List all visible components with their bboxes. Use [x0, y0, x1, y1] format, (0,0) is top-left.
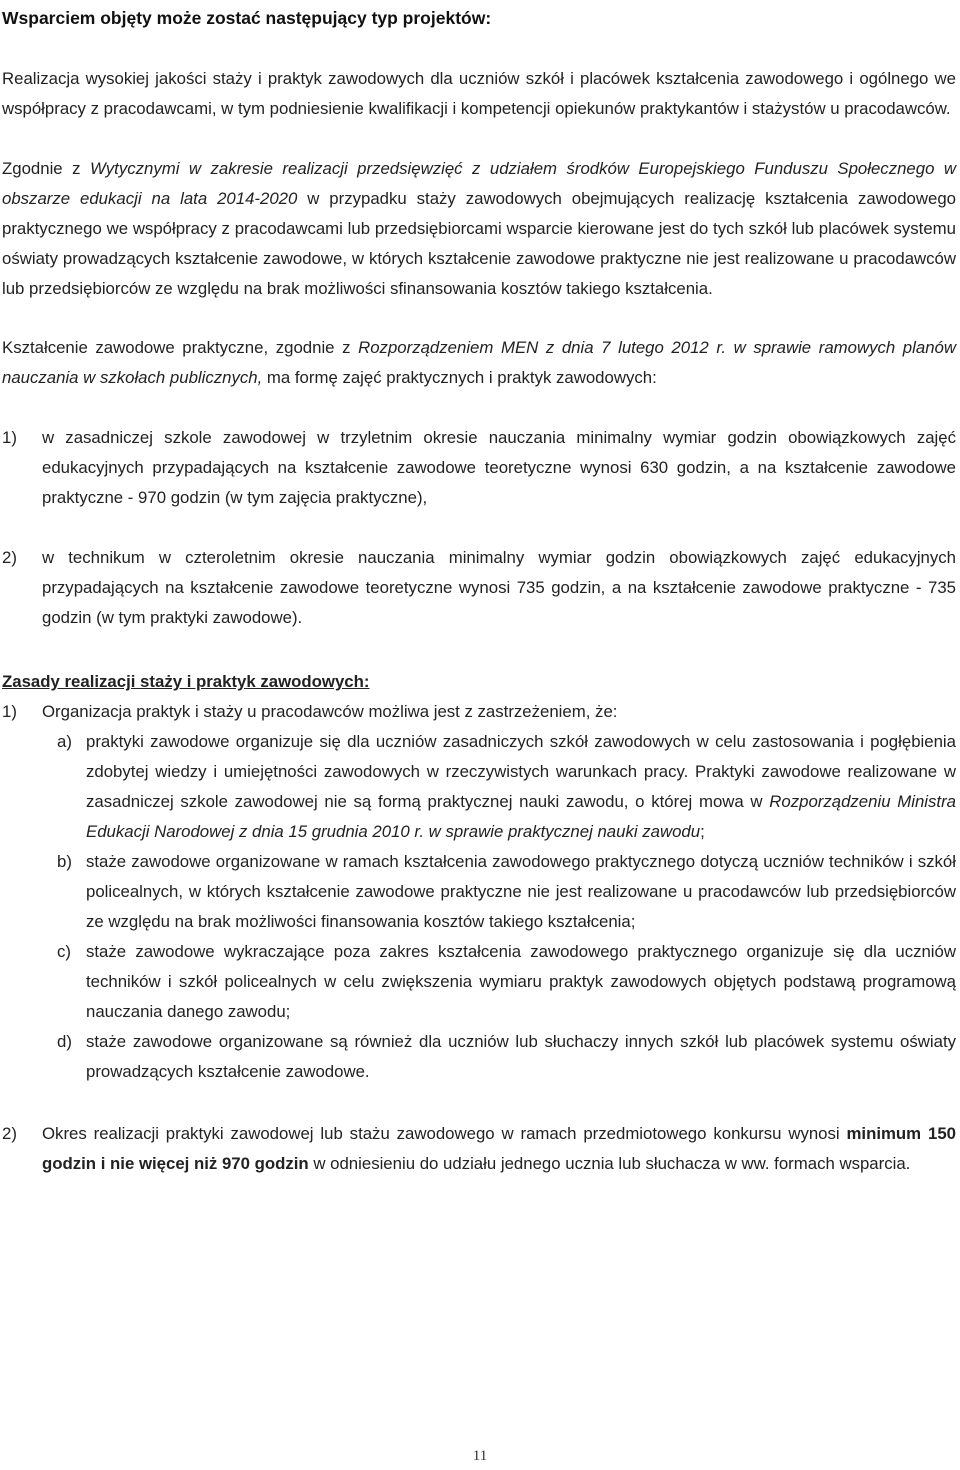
regulation-title: Rozporządzeniem MEN z dnia 7 lutego 2012 r. w sprawie ramowych planów nauczania w szkołach publicznych,	[2, 338, 956, 387]
sublist-text: staże zawodowe organizowane w ramach kształcenia zawodowego praktycznego dotyczą uczniów techników i szkół policealnych, w których kształcenie zawodowe praktyczne nie jest realizowane u pracodawców lub przedsiębiorców ze względu na brak możliwości finansowania kosztów takiego kształcenia;	[86, 852, 956, 931]
list-number: 2)	[2, 1124, 17, 1143]
guidelines-lead: Zgodnie z	[2, 159, 90, 178]
list-text: Organizacja praktyk i staży u pracodawców możliwa jest z zastrzeżeniem, że:	[42, 702, 618, 721]
sublist-text: staże zawodowe wykraczające poza zakres kształcenia zawodowego praktycznego organizuje się dla uczniów techników i szkół policealnych w celu zwiększenia wymiaru praktyk zawodowych objętych podstawą programową nauczania danego zawodu;	[86, 942, 956, 1021]
page-number: 11	[472, 1448, 488, 1464]
rules-title	[2, 667, 956, 697]
item2-hours: minimum 150 godzin i nie więcej niż 970 godzin	[42, 1124, 956, 1173]
guidelines-title: Wytycznymi w zakresie realizacji przedsięwzięć z udziałem środków Europejskiego Funduszu Społecznego w obszarze edukacji na lata 2014-2020	[2, 159, 956, 208]
sublist-letter: b)	[57, 852, 72, 871]
rules-subitem-a	[57, 727, 956, 847]
sublist-text	[86, 727, 956, 847]
rules-item-2	[2, 1119, 956, 1179]
rules-title-text: Zasady realizacji staży i praktyk zawodowych:	[2, 672, 370, 691]
sublist-letter: a)	[57, 732, 72, 751]
list-number: 1)	[2, 702, 17, 721]
rules-item-1	[2, 697, 956, 727]
sublist-text: staże zawodowe organizowane są również dla uczniów lub słuchaczy innych szkół lub placówek systemu oświaty prowadzących kształcenie zawodowe.	[86, 1032, 956, 1081]
regulation-rest: ma formę zajęć praktycznych i praktyk zawodowych:	[262, 368, 657, 387]
rules-subitem-b	[57, 847, 956, 937]
hours-list-item	[2, 543, 956, 633]
list-text	[42, 1119, 956, 1179]
subitem-a-regulation: Rozporządzeniu Ministra Edukacji Narodowej z dnia 15 grudnia 2010 r. w sprawie praktycznej nauki zawodu	[86, 792, 956, 841]
sublist-letter: c)	[57, 942, 71, 961]
item2-rest: w odniesieniu do udziału jednego ucznia lub słuchacza w ww. formach wsparcia.	[308, 1154, 911, 1173]
guidelines-rest: w przypadku staży zawodowych obejmujących realizację kształcenia zawodowego praktycznego we współpracy z pracodawcami lub przedsiębiorcami wsparcie kierowane jest do tych szkół lub placówek systemu oświaty prowadzących kształcenie zawodowe, w których kształcenie zawodowe praktyczne nie jest realizowane u pracodawców lub przedsiębiorców ze względu na brak możliwości sfinansowania kosztów takiego kształcenia.	[2, 189, 956, 298]
guidelines-paragraph	[2, 154, 956, 304]
intro-paragraph: Realizacja wysokiej jakości staży i praktyk zawodowych dla uczniów szkół i placówek kształcenia zawodowego i ogólnego we współpracy z pracodawcami, w tym podniesienie kwalifikacji i kompetencji opiekunów praktykantów i stażystów u pracodawców.	[2, 69, 956, 118]
list-number: 1)	[2, 428, 17, 447]
rules-subitem-c	[57, 937, 956, 1027]
list-text: w technikum w czteroletnim okresie nauczania minimalny wymiar godzin obowiązkowych zajęć edukacyjnych przypadających na kształcenie zawodowe teoretyczne wynosi 735 godzin, a na kształcenie zawodowe praktyczne - 735 godzin (w tym praktyki zawodowe).	[42, 548, 956, 627]
regulation-paragraph	[2, 333, 956, 393]
list-number: 2)	[2, 548, 17, 567]
subitem-a-lead: praktyki zawodowe organizuje się dla uczniów zasadniczych szkół zawodowych w celu zastosowania i pogłębienia zdobytej wiedzy i umiejętności zawodowych w rzeczywistych warunkach pracy. Praktyki zawodowe realizowane w zasadniczej szkole zawodowej nie są formą praktycznej nauki zawodu, o której mowa w	[86, 732, 956, 811]
hours-list-item	[2, 423, 956, 513]
regulation-lead: Kształcenie zawodowe praktyczne, zgodnie z	[2, 338, 359, 357]
list-text: w zasadniczej szkole zawodowej w trzyletnim okresie nauczania minimalny wymiar godzin obowiązkowych zajęć edukacyjnych przypadających na kształcenie zawodowe teoretyczne wynosi 630 godzin, a na kształcenie zawodowe praktyczne - 970 godzin (w tym zajęcia praktyczne),	[42, 428, 956, 507]
rules-subitem-d	[57, 1027, 956, 1087]
page-heading: Wsparciem objęty może zostać następujący typ projektów:	[2, 8, 492, 28]
sublist-letter: d)	[57, 1032, 72, 1051]
item2-lead: Okres realizacji praktyki zawodowej lub stażu zawodowego w ramach przedmiotowego konkursu wynosi	[42, 1124, 847, 1143]
subitem-a-rest: ;	[700, 822, 705, 841]
